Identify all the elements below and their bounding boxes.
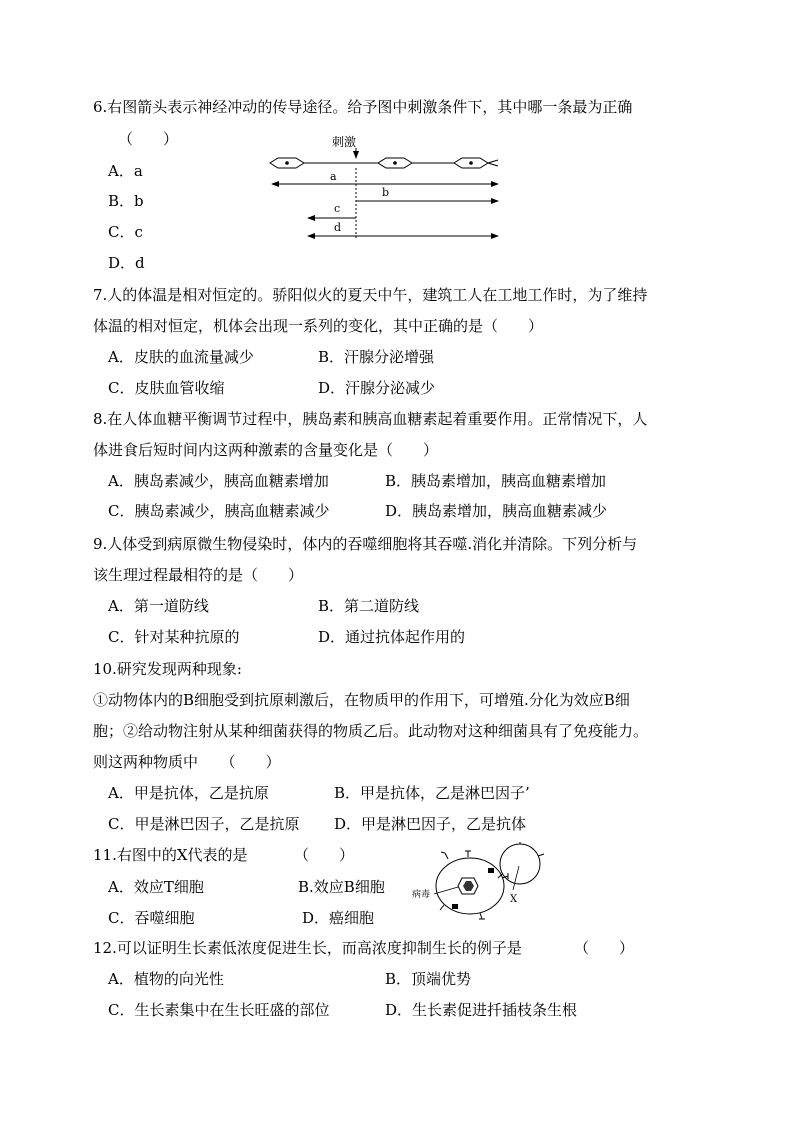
q6-option-c: C．c <box>108 223 143 241</box>
q12-option-b: B．顶端优势 <box>385 970 472 988</box>
q9-option-c: C．针对某种抗原的 <box>108 628 240 646</box>
membrane-marker <box>452 904 458 909</box>
q10-stem-line3: 胞；②给动物注射从某种细菌获得的物质乙后。此动物对这种细菌具有了免疫能力。 <box>93 722 649 740</box>
virus-pointer <box>434 887 458 894</box>
q12-option-c: C．生长素集中在生长旺盛的部位 <box>108 1001 330 1019</box>
q9-stem-line2: 该生理过程最相符的是（ ） <box>93 566 304 584</box>
q10-stem-line2: ①动物体内的B细胞受到抗原刺激后，在物质甲的作用下，可增殖.分化为效应B细 <box>93 691 630 709</box>
label-c: c <box>334 202 341 215</box>
q6-stimulus-label: 刺激 <box>332 135 357 149</box>
q9-option-a: A．第一道防线 <box>108 597 209 615</box>
q8-stem-line1: 8.在人体血糖平衡调节过程中，胰岛素和胰高血糖素起着重要作用。正常情况下，人 <box>93 410 648 428</box>
q11-answer-paren: （ ） <box>294 846 355 864</box>
x-label: X <box>510 894 518 905</box>
q9-option-b: B．第二道防线 <box>318 597 420 615</box>
q9-option-d: D．通过抗体起作用的 <box>318 628 466 646</box>
q8-option-d: D．胰岛素增加，胰高血糖素减少 <box>385 502 608 520</box>
q7-option-d: D．汗腺分泌减少 <box>318 379 436 397</box>
q6-option-d: D．d <box>108 254 145 272</box>
q6-option-a: A．a <box>108 162 143 180</box>
q8-option-a: A．胰岛素减少，胰高血糖素增加 <box>108 472 329 490</box>
q11-option-b: B.效应B细胞 <box>298 878 385 896</box>
q7-option-c: C．皮肤血管收缩 <box>108 379 225 397</box>
q10-stem-line1: 10.研究发现两种现象: <box>93 660 242 678</box>
q11-option-a: A．效应T细胞 <box>108 878 204 896</box>
virus-in-nucleus <box>458 878 478 894</box>
q12-answer-paren: （ ） <box>574 939 635 957</box>
q11-stem: 11.右图中的X代表的是 <box>93 846 248 864</box>
membrane-marker <box>488 868 494 873</box>
q8-option-b: B．胰岛素增加，胰高血糖素增加 <box>385 472 607 490</box>
q9-stem-line1: 9.人体受到病原微生物侵染时，体内的吞噬细胞将其吞噬.消化并清除。下列分析与 <box>93 535 638 553</box>
virus-label: 病毒 <box>412 890 431 900</box>
q12-option-a: A．植物的向光性 <box>108 970 224 988</box>
q7-option-a: A．皮肤的血流量减少 <box>108 348 254 366</box>
q12-option-d: D．生长素促进扦插枝条生根 <box>385 1001 578 1019</box>
q6-option-b: B．b <box>108 192 144 210</box>
q7-stem-line2: 体温的相对恒定，机体会出现一系列的变化，其中正确的是（ ） <box>93 317 544 335</box>
q11-option-d: D．癌细胞 <box>302 909 375 927</box>
q11-option-c: C．吞噬细胞 <box>108 909 195 927</box>
q12-stem: 12.可以证明生长素低浓度促进生长，而高浓度抑制生长的例子是 <box>93 939 522 957</box>
q10-option-d: D．甲是淋巴因子，乙是抗体 <box>334 815 527 833</box>
q8-stem-line2: 体进食后短时间内这两种激素的含量变化是（ ） <box>93 441 439 459</box>
label-b: b <box>382 186 390 199</box>
label-d: d <box>334 221 342 234</box>
q6-stem: 6.右图箭头表示神经冲动的传导途径。给予图中刺激条件下，其中哪一条最为正确 <box>93 98 633 116</box>
q7-option-b: B．汗腺分泌增强 <box>318 348 435 366</box>
q7-stem-line1: 7.人的体温是相对恒定的。骄阳似火的夏天中午，建筑工人在工地工作时，为了维持 <box>93 286 648 304</box>
q10-option-a: A．甲是抗体，乙是抗原 <box>108 784 269 802</box>
q6-nerve-diagram <box>268 132 508 244</box>
x-cell <box>498 842 544 884</box>
q6-answer-paren: （ ） <box>118 130 179 148</box>
q10-option-b: B．甲是抗体，乙是淋巴因子’ <box>334 784 530 802</box>
q10-option-c: C．甲是淋巴因子，乙是抗原 <box>108 815 300 833</box>
q10-stem-line4: 则这两种物质中 （ ） <box>93 753 281 771</box>
label-a: a <box>330 170 337 183</box>
x-pointer <box>513 866 519 890</box>
q11-cell-diagram <box>410 842 560 924</box>
q8-option-c: C．胰岛素减少，胰高血糖素减少 <box>108 502 330 520</box>
neuron-chain <box>270 158 498 168</box>
